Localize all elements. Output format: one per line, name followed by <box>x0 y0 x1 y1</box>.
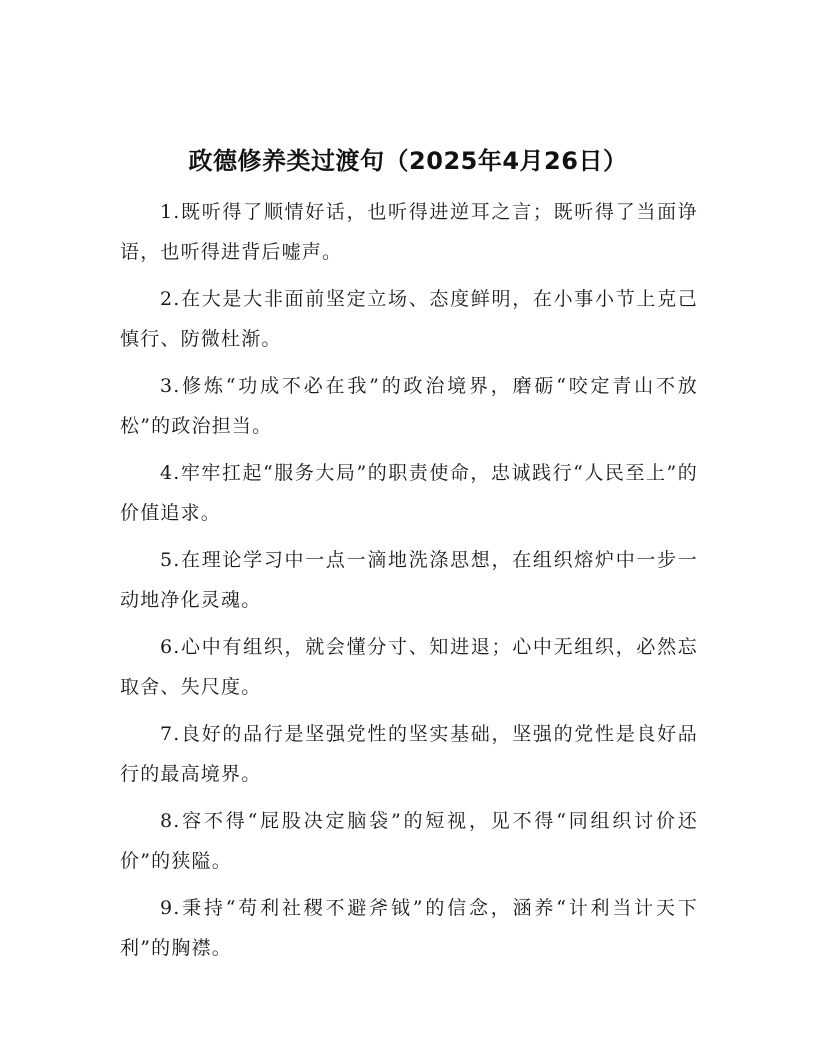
paragraph-4: 4.牢牢扛起“服务大局”的职责使命，忠诚践行“人民至上”的价值追求。 <box>120 462 698 524</box>
paragraph-2: 2.在大是大非面前坚定立场、态度鲜明，在小事小节上克己慎行、防微杜渐。 <box>120 288 698 350</box>
paragraph-5: 5.在理论学习中一点一滴地洗涤思想，在组织熔炉中一步一动地净化灵魂。 <box>120 549 698 611</box>
document-body <box>120 192 698 975</box>
paragraph-6: 6.心中有组织，就会懂分寸、知进退；心中无组织，必然忘取舍、失尺度。 <box>120 636 698 698</box>
paragraph-1: 1.既听得了顺情好话，也听得进逆耳之言；既听得了当面诤语，也听得进背后嘘声。 <box>120 201 698 263</box>
paragraph-8: 8.容不得“屁股决定脑袋”的短视，见不得“同组织讨价还价”的狭隘。 <box>120 810 698 872</box>
paragraph-3: 3.修炼“功成不必在我”的政治境界，磨砺“咬定青山不放松”的政治担当。 <box>120 375 698 437</box>
paragraph-9: 9.秉持“苟利社稷不避斧钺”的信念，涵养“计利当计天下利”的胸襟。 <box>120 897 698 959</box>
document-title: 政德修养类过渡句（2025年4月26日） <box>188 147 628 175</box>
paragraph-7: 7.良好的品行是坚强党性的坚实基础，坚强的党性是良好品行的最高境界。 <box>120 723 698 785</box>
